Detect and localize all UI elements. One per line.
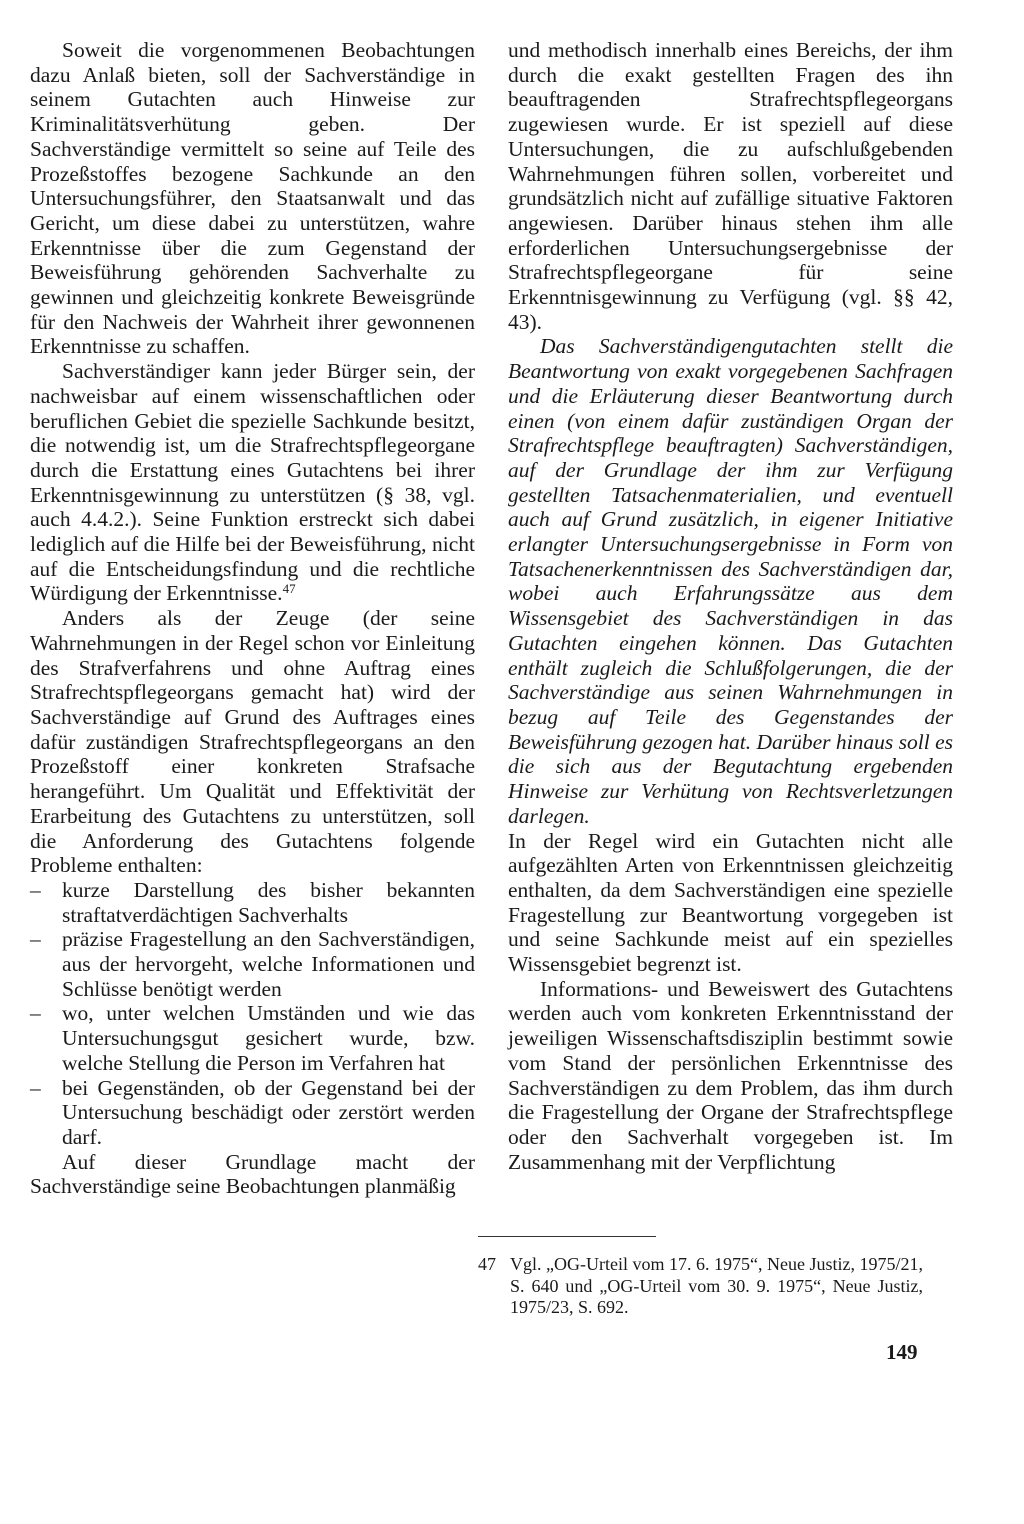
dash-marker: – (30, 1075, 41, 1100)
paragraph: Soweit die vorgenommenen Beobachtungen dazu Anlaß bieten, soll der Sachverständige in seinem Gutachten auch Hinweise zur Kriminalitätsverhütung geben. Der Sachverständige vermittelt so seine auf Teile des Prozeßstoffes bezogene Sachkunde an den Untersuchungsführer, den Staatsanwalt und das Gericht, um diese dabei zu unterstützen, wahre Erkenntnisse über die zum Gegenstand der Beweisführung gehörenden Sachverhalte zu gewinnen und gleichzeitig konkrete Beweisgründe für den Nachweis der Wahrheit ihrer gewonnenen Erkenntnisse zu schaffen. (30, 38, 475, 359)
footnote (478, 1254, 923, 1319)
footnote-number: 47 (478, 1254, 496, 1274)
list-item (30, 1001, 475, 1075)
requirements-list (30, 878, 475, 1150)
list-item-text: präzise Fragestellung an den Sachverständigen, aus der hervorgeht, welche Informationen und Schlüsse benötigt werden (62, 927, 475, 1001)
footnote-reference: 47 (282, 581, 296, 597)
paragraph: und methodisch innerhalb eines Bereichs, der ihm durch die exakt gestellten Fragen des ihn beauftragenden Strafrechtspflegeorgans zugewiesen wurde. Er ist speziell auf diese Untersuchungen, die zu aufschlußgebenden Wahrnehmungen führen sollen, vorbereitet und grundsätzlich nicht auf zufällige situative Faktoren angewiesen. Darüber hinaus stehen ihm alle erforderlichen Untersuchungsergebnisse der Strafrechtspflegeorgane für seine Erkenntnisgewinnung zu Verfügung (vgl. §§ 42, 43). (508, 38, 953, 334)
list-item (30, 1076, 475, 1150)
list-item-text: kurze Darstellung des bisher bekannten straftatverdächtigen Sachverhalts (62, 877, 475, 927)
list-item-text: wo, unter welchen Umständen und wie das Untersuchungsgut gesichert wurde, bzw. welche Stellung die Person im Verfahren hat (62, 1001, 475, 1075)
dash-marker: – (30, 1001, 41, 1026)
left-column (30, 38, 475, 1199)
paragraph-text: Sachverständiger kann jeder Bürger sein, der nachweisbar auf einem wissenschaftlichen oder beruflichen Gebiet die spezielle Sachkunde besitzt, die notwendig ist, um die Strafrechtspflegeorgane durch die Erstattung eines Gutachtens bei ihrer Erkenntnisgewinnung zu unterstützen (§ 38, vgl. auch 4.4.2.). Seine Funktion erstreckt sich dabei lediglich auf die Hilfe bei der Beweisführung, nicht auf die Entscheidungsfindung und die rechtliche Würdigung der Erkenntnisse. (30, 359, 475, 606)
list-item (30, 927, 475, 1001)
paragraph: Anders als der Zeuge (der seine Wahrnehmungen in der Regel schon vor Einleitung des Strafverfahrens und ohne Auftrag eines Strafrechtspflegeorgans gemacht hat) wird der Sachverständige auf Grund des Auftrages eines dafür zuständigen Strafrechtspflegeorgans an den Prozeßstoff einer konkreten Strafsache herangeführt. Um Qualität und Effektivität der Erarbeitung des Gutachtens zu unterstützen, soll die Anforderung des Gutachtens folgende Probleme enthalten: (30, 606, 475, 878)
footnote-text: Vgl. „OG-Urteil vom 17. 6. 1975“, Neue Justiz, 1975/21, S. 640 und „OG-Urteil vom 30. 9. 1975“, Neue Justiz, 1975/23, S. 692. (510, 1254, 923, 1317)
paragraph (30, 359, 475, 606)
list-item (30, 878, 475, 927)
list-item-text: bei Gegenständen, ob der Gegenstand bei der Untersuchung beschädigt oder zerstört werden darf. (62, 1075, 475, 1149)
page-number: 149 (886, 1340, 918, 1364)
definition-paragraph: Das Sachverständigengutachten stellt die Beantwortung von exakt vorgegebenen Sachfragen und die Erläuterung dieser Beantwortung durch einen (von einem dafür zuständigen Organ der Strafrechtspflege beauftragten) Sachverständigen, auf der Grundlage der ihm zur Verfügung gestellten Tatsachenmaterialien, und eventuell auch auf Grund zusätzlich, in eigener Initiative erlangter Untersuchungsergebnisse in Form von Tatsachenerkenntnissen des Sachverständigen dar, wobei auch Erfahrungssätze aus dem Wissensgebiet des Sachverständigen in das Gutachten eingehen können. Das Gutachten enthält zugleich die Schlußfolgerungen, die der Sachverständige aus seinen Wahrnehmungen in bezug auf Teile des Gegenstandes der Beweisführung gezogen hat. Darüber hinaus soll es die sich aus der Begutachtung ergebenden Hinweise zur Verhütung von Rechtsverletzungen darlegen. (508, 334, 953, 828)
dash-marker: – (30, 877, 41, 902)
paragraph: Auf dieser Grundlage macht der Sachverständige seine Beobachtungen planmäßig (30, 1149, 475, 1199)
footnote-divider (478, 1236, 656, 1237)
paragraph: In der Regel wird ein Gutachten nicht alle aufgezählten Arten von Erkenntnissen gleichzeitig enthalten, da dem Sachverständigen eine spezielle Fragestellung zur Beantwortung vorgegeben ist und seine Sachkunde meist auf ein spezielles Wissensgebiet begrenzt ist. (508, 828, 953, 977)
dash-marker: – (30, 927, 41, 952)
paragraph: Informations- und Beweiswert des Gutachtens werden auch vom konkreten Erkenntnisstand der jeweiligen Wissenschaftsdisziplin bestimmt sowie vom Stand der persönlichen Erkenntnisse des Sachverständigen zu dem Problem, das ihm durch die Fragestellung der Organe der Strafrechtspflege oder den Sachverhalt vorgegeben ist. Im Zusammenhang mit der Verpflichtung (508, 976, 953, 1174)
right-column (508, 38, 953, 1174)
